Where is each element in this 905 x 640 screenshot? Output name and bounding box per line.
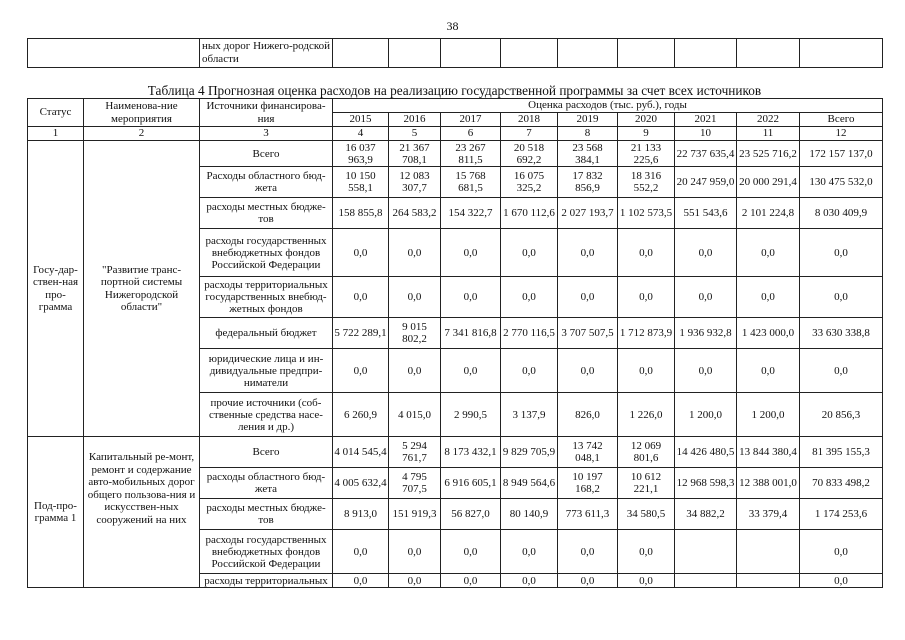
- value-cell: 0,0: [501, 530, 558, 574]
- continuation-cell-empty: [28, 39, 200, 68]
- header-year: 2021: [675, 113, 737, 127]
- value-cell: 80 140,9: [501, 499, 558, 530]
- value-cell: 0,0: [501, 277, 558, 318]
- value-cell: 12 069 801,6: [618, 437, 675, 468]
- total-value-cell: 0,0: [800, 229, 883, 277]
- column-number: 2: [84, 127, 200, 141]
- value-cell: 0,0: [441, 574, 501, 588]
- value-cell: 10 612 221,1: [618, 468, 675, 499]
- value-cell: 0,0: [737, 349, 800, 393]
- table-row: [28, 437, 883, 468]
- column-number: 3: [200, 127, 333, 141]
- continuation-row: [28, 39, 883, 68]
- value-cell: 12 968 598,3: [675, 468, 737, 499]
- header-estimate: Оценка расходов (тыс. руб.), годы: [333, 99, 883, 113]
- total-value-cell: 130 475 532,0: [800, 167, 883, 198]
- value-cell: 0,0: [558, 229, 618, 277]
- header-year: 2019: [558, 113, 618, 127]
- value-cell: 0,0: [501, 229, 558, 277]
- value-cell: 9 829 705,9: [501, 437, 558, 468]
- value-cell: 10 150 558,1: [333, 167, 389, 198]
- value-cell: 4 015,0: [389, 393, 441, 437]
- value-cell: 0,0: [618, 349, 675, 393]
- value-cell: 12 388 001,0: [737, 468, 800, 499]
- header-sources: Источники финансирова-ния: [200, 99, 333, 127]
- value-cell: 12 083 307,7: [389, 167, 441, 198]
- value-cell: 22 737 635,4: [675, 141, 737, 167]
- source-cell: Всего: [200, 437, 333, 468]
- value-cell: 20 518 692,2: [501, 141, 558, 167]
- value-cell: 6 260,9: [333, 393, 389, 437]
- header-status: Статус: [28, 99, 84, 127]
- source-cell: расходы областного бюд-жета: [200, 468, 333, 499]
- total-value-cell: 70 833 498,2: [800, 468, 883, 499]
- header-year: 2020: [618, 113, 675, 127]
- value-cell: 0,0: [441, 277, 501, 318]
- column-number: 12: [800, 127, 883, 141]
- value-cell: 0,0: [675, 229, 737, 277]
- header-year: 2022: [737, 113, 800, 127]
- source-cell: расходы местных бюдже-тов: [200, 499, 333, 530]
- value-cell: 0,0: [558, 530, 618, 574]
- total-value-cell: 81 395 155,3: [800, 437, 883, 468]
- total-value-cell: 0,0: [800, 277, 883, 318]
- value-cell: 1 102 573,5: [618, 198, 675, 229]
- value-cell: 0,0: [618, 229, 675, 277]
- total-value-cell: 20 856,3: [800, 393, 883, 437]
- total-value-cell: 1 174 253,6: [800, 499, 883, 530]
- value-cell: 151 919,3: [389, 499, 441, 530]
- value-cell: 13 742 048,1: [558, 437, 618, 468]
- value-cell: 2 027 193,7: [558, 198, 618, 229]
- value-cell: 15 768 681,5: [441, 167, 501, 198]
- value-cell: 0,0: [618, 574, 675, 588]
- value-cell: [737, 574, 800, 588]
- value-cell: 0,0: [389, 530, 441, 574]
- table-row: [28, 141, 883, 167]
- expenditure-table: [27, 98, 883, 588]
- value-cell: 0,0: [389, 229, 441, 277]
- value-cell: 9 015 802,2: [389, 318, 441, 349]
- value-cell: 8 173 432,1: [441, 437, 501, 468]
- value-cell: 33 379,4: [737, 499, 800, 530]
- value-cell: 0,0: [501, 349, 558, 393]
- value-cell: 6 916 605,1: [441, 468, 501, 499]
- value-cell: 0,0: [389, 349, 441, 393]
- continuation-table: [27, 38, 883, 68]
- event-name-cell: Капитальный ре-монт, ремонт и содержание авто-мобильных дорог общего пользова-ния и искусствен-ных сооружений на них: [84, 437, 200, 588]
- value-cell: 2 990,5: [441, 393, 501, 437]
- status-cell: Под-про-грамма 1: [28, 437, 84, 588]
- value-cell: 16 037 963,9: [333, 141, 389, 167]
- value-cell: 7 341 816,8: [441, 318, 501, 349]
- header-event-name: Наименова-ние мероприятия: [84, 99, 200, 127]
- value-cell: 13 844 380,4: [737, 437, 800, 468]
- value-cell: 0,0: [441, 229, 501, 277]
- value-cell: 0,0: [558, 574, 618, 588]
- continuation-text: ных дорог Нижего-родской области: [200, 39, 333, 68]
- page-number: 38: [446, 19, 459, 33]
- value-cell: 4 005 632,4: [333, 468, 389, 499]
- column-number: 9: [618, 127, 675, 141]
- value-cell: 17 832 856,9: [558, 167, 618, 198]
- source-cell: расходы территориальных: [200, 574, 333, 588]
- value-cell: 0,0: [333, 574, 389, 588]
- column-number: 1: [28, 127, 84, 141]
- value-cell: 551 543,6: [675, 198, 737, 229]
- value-cell: 16 075 325,2: [501, 167, 558, 198]
- source-cell: Всего: [200, 141, 333, 167]
- value-cell: 0,0: [333, 530, 389, 574]
- value-cell: 20 000 291,4: [737, 167, 800, 198]
- column-number: 6: [441, 127, 501, 141]
- header-row-1: [28, 99, 883, 113]
- value-cell: 1 670 112,6: [501, 198, 558, 229]
- total-value-cell: 33 630 338,8: [800, 318, 883, 349]
- value-cell: 18 316 552,2: [618, 167, 675, 198]
- value-cell: 34 882,2: [675, 499, 737, 530]
- value-cell: 23 267 811,5: [441, 141, 501, 167]
- source-cell: расходы местных бюдже-тов: [200, 198, 333, 229]
- value-cell: [675, 530, 737, 574]
- header-row-column-numbers: [28, 127, 883, 141]
- value-cell: 0,0: [558, 277, 618, 318]
- value-cell: 1 423 000,0: [737, 318, 800, 349]
- value-cell: 0,0: [441, 530, 501, 574]
- header-year: 2015: [333, 113, 389, 127]
- value-cell: 0,0: [501, 574, 558, 588]
- value-cell: 0,0: [441, 349, 501, 393]
- column-number: 4: [333, 127, 389, 141]
- source-cell: юридические лица и ин-дивидуальные предпри-ниматели: [200, 349, 333, 393]
- source-cell: прочие источники (соб-ственные средства насе-ления и др.): [200, 393, 333, 437]
- value-cell: 3 137,9: [501, 393, 558, 437]
- value-cell: 1 936 932,8: [675, 318, 737, 349]
- value-cell: [737, 530, 800, 574]
- value-cell: 23 568 384,1: [558, 141, 618, 167]
- value-cell: 0,0: [333, 349, 389, 393]
- value-cell: 826,0: [558, 393, 618, 437]
- value-cell: 154 322,7: [441, 198, 501, 229]
- value-cell: 8 913,0: [333, 499, 389, 530]
- table-title: Таблица 4 Прогнозная оценка расходов на реализацию государственной программы за счет всех источников: [147, 83, 762, 98]
- value-cell: 4 795 707,5: [389, 468, 441, 499]
- value-cell: 8 949 564,6: [501, 468, 558, 499]
- source-cell: расходы государственных внебюджетных фондов Российской Федерации: [200, 530, 333, 574]
- value-cell: 0,0: [618, 530, 675, 574]
- value-cell: 5 294 761,7: [389, 437, 441, 468]
- total-value-cell: 0,0: [800, 530, 883, 574]
- value-cell: 0,0: [558, 349, 618, 393]
- value-cell: 0,0: [675, 349, 737, 393]
- value-cell: 773 611,3: [558, 499, 618, 530]
- value-cell: 2 770 116,5: [501, 318, 558, 349]
- header-total: Всего: [800, 113, 883, 127]
- value-cell: 1 226,0: [618, 393, 675, 437]
- event-name-cell: "Развитие транс-портной системы Нижегородской области": [84, 141, 200, 437]
- header-year: 2018: [501, 113, 558, 127]
- header-year: 2016: [389, 113, 441, 127]
- value-cell: 5 722 289,1: [333, 318, 389, 349]
- header-year: 2017: [441, 113, 501, 127]
- column-number: 5: [389, 127, 441, 141]
- column-number: 8: [558, 127, 618, 141]
- value-cell: 0,0: [675, 277, 737, 318]
- source-cell: Расходы областного бюд-жета: [200, 167, 333, 198]
- source-cell: расходы территориальных государственных внебюд-жетных фондов: [200, 277, 333, 318]
- value-cell: 158 855,8: [333, 198, 389, 229]
- value-cell: 0,0: [333, 277, 389, 318]
- value-cell: 0,0: [618, 277, 675, 318]
- total-value-cell: 172 157 137,0: [800, 141, 883, 167]
- value-cell: 0,0: [389, 574, 441, 588]
- source-cell: федеральный бюджет: [200, 318, 333, 349]
- value-cell: 20 247 959,0: [675, 167, 737, 198]
- value-cell: 0,0: [389, 277, 441, 318]
- total-value-cell: 8 030 409,9: [800, 198, 883, 229]
- value-cell: 21 367 708,1: [389, 141, 441, 167]
- value-cell: 4 014 545,4: [333, 437, 389, 468]
- value-cell: 0,0: [333, 229, 389, 277]
- column-number: 7: [501, 127, 558, 141]
- source-cell: расходы государственных внебюджетных фондов Российской Федерации: [200, 229, 333, 277]
- value-cell: 0,0: [737, 277, 800, 318]
- value-cell: 34 580,5: [618, 499, 675, 530]
- column-number: 11: [737, 127, 800, 141]
- value-cell: 23 525 716,2: [737, 141, 800, 167]
- value-cell: 264 583,2: [389, 198, 441, 229]
- value-cell: 0,0: [737, 229, 800, 277]
- value-cell: 21 133 225,6: [618, 141, 675, 167]
- total-value-cell: 0,0: [800, 349, 883, 393]
- value-cell: 10 197 168,2: [558, 468, 618, 499]
- value-cell: 3 707 507,5: [558, 318, 618, 349]
- value-cell: 14 426 480,5: [675, 437, 737, 468]
- value-cell: 1 200,0: [737, 393, 800, 437]
- value-cell: 1 200,0: [675, 393, 737, 437]
- value-cell: 1 712 873,9: [618, 318, 675, 349]
- value-cell: 2 101 224,8: [737, 198, 800, 229]
- column-number: 10: [675, 127, 737, 141]
- status-cell: Госу-дар-ствен-ная про-грамма: [28, 141, 84, 437]
- value-cell: 56 827,0: [441, 499, 501, 530]
- total-value-cell: 0,0: [800, 574, 883, 588]
- value-cell: [675, 574, 737, 588]
